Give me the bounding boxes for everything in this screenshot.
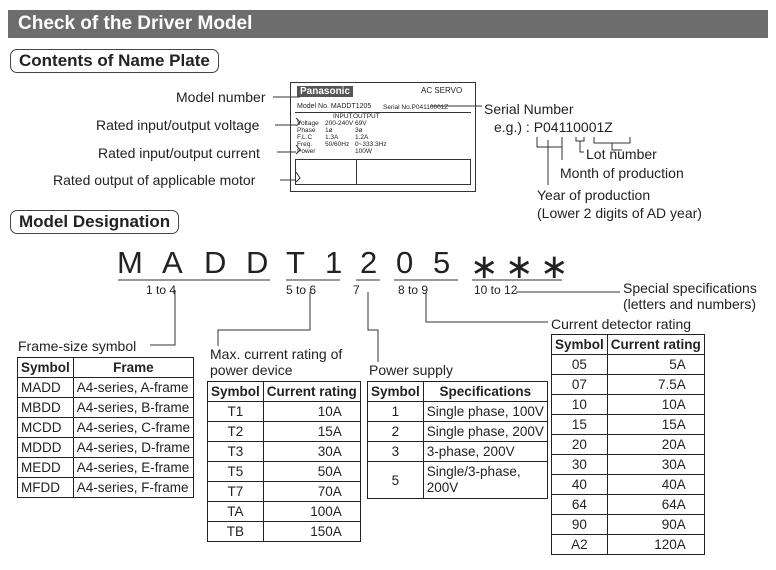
table-row: T5 50A	[208, 462, 361, 482]
plate-col-output: OUTPUT	[353, 113, 380, 120]
table-row: MBDD A4-series, B-frame	[18, 398, 194, 418]
rated-output-label: Rated output of applicable motor	[53, 172, 256, 188]
rated-voltage-label: Rated input/output voltage	[96, 117, 260, 133]
power-col-specs: Specifications	[423, 382, 547, 402]
table-row: 64 64A	[552, 495, 705, 515]
special-label: Special specifications	[623, 280, 757, 296]
table-row: 2 Single phase, 200V	[368, 422, 548, 442]
table-row: MFDD A4-series, F-frame	[18, 478, 194, 498]
letter-1: 1	[325, 245, 343, 280]
model-designation-heading: Model Designation	[10, 210, 179, 234]
letter-a: A	[162, 245, 183, 280]
letter-2: 2	[360, 245, 378, 280]
table-row: 15 15A	[552, 415, 705, 435]
range-8-9: 8 to 9	[398, 283, 429, 297]
table-row: T3 30A	[208, 442, 361, 462]
max-current-title-2: power device	[210, 362, 293, 378]
serial-number-label: Serial Number	[484, 101, 574, 117]
year-note: (Lower 2 digits of AD year)	[537, 205, 702, 221]
serial-example: e.g.) : P04110001Z	[494, 119, 613, 135]
range-7: 7	[353, 283, 360, 297]
table-row: 3 3-phase, 200V	[368, 442, 548, 462]
frame-size-title: Frame-size symbol	[18, 338, 137, 354]
table-row: T2 15A	[208, 422, 361, 442]
plate-type: AC SERVO	[421, 86, 463, 95]
range-5-6: 5 to 6	[286, 283, 317, 297]
current-detector-title: Current detector rating	[551, 316, 692, 332]
plate-serial-line: Serial No.P04110001Z	[383, 104, 449, 111]
table-row: T7 70A	[208, 482, 361, 502]
power-supply-title: Power supply	[369, 362, 454, 378]
table-row: 40 40A	[552, 475, 705, 495]
letter-star2: ∗	[505, 248, 534, 286]
table-row: MCDD A4-series, C-frame	[18, 418, 194, 438]
table-row: 90 90A	[552, 515, 705, 535]
max-current-table	[207, 381, 361, 542]
name-plate: Panasonic AC SERVO Model No. MADDT1205 Serial No.P04110001Z INPUT OUTPUT Voltage 200-240V 69V Phase 1ø 3ø F.L.C 1.3A 1.2A Freq. 50/60Hz 0~333.3Hz Power 100W	[290, 82, 476, 192]
table-row: TA 100A	[208, 502, 361, 522]
table-row: MEDD A4-series, E-frame	[18, 458, 194, 478]
frame-col-symbol: Symbol	[18, 358, 74, 378]
range-10-12: 10 to 12	[474, 283, 518, 297]
table-row: 07 7.5A	[552, 375, 705, 395]
power-col-symbol: Symbol	[368, 382, 424, 402]
letter-m: M	[117, 245, 143, 280]
special-note: (letters and numbers)	[623, 296, 757, 312]
year-label: Year of production	[537, 187, 651, 203]
brand-logo: Panasonic	[297, 86, 353, 97]
plate-col-input: INPUT	[333, 113, 353, 120]
model-number-label: Model number	[176, 89, 266, 105]
letter-5: 5	[433, 245, 451, 280]
max-current-col-symbol: Symbol	[208, 382, 264, 402]
table-row: T1 10A	[208, 402, 361, 422]
letter-star3: ∗	[540, 248, 569, 286]
table-row: MDDD A4-series, D-frame	[18, 438, 194, 458]
table-row: 20 20A	[552, 435, 705, 455]
table-row: 10 10A	[552, 395, 705, 415]
table-row: TB 150A	[208, 522, 361, 542]
letter-t: T	[286, 245, 305, 280]
frame-table	[17, 357, 194, 498]
table-row: 1 Single phase, 100V	[368, 402, 548, 422]
page-title: Check of the Driver Model	[8, 10, 768, 38]
current-detector-table	[551, 334, 705, 555]
range-1-4: 1 to 4	[146, 283, 177, 297]
name-plate-heading: Contents of Name Plate	[10, 49, 219, 73]
frame-col-frame: Frame	[73, 358, 193, 378]
lot-number-label: Lot number	[586, 146, 657, 162]
table-row: MADD A4-series, A-frame	[18, 378, 194, 398]
detector-col-rating: Current rating	[607, 335, 704, 355]
table-row: A2 120A	[552, 535, 705, 555]
rated-current-label: Rated input/output current	[98, 145, 260, 161]
letter-star1: ∗	[470, 248, 499, 286]
letter-d1: D	[204, 245, 227, 280]
letter-d2: D	[246, 245, 269, 280]
table-row: 5 Single/3-phase, 200V	[368, 462, 548, 499]
max-current-col-rating: Current rating	[263, 382, 360, 402]
table-row: 30 30A	[552, 455, 705, 475]
table-row: 05 5A	[552, 355, 705, 375]
detector-col-symbol: Symbol	[552, 335, 608, 355]
letter-0: 0	[396, 245, 414, 280]
max-current-title-1: Max. current rating of	[210, 346, 343, 362]
month-label: Month of production	[560, 165, 684, 181]
power-supply-table	[367, 381, 548, 499]
plate-model-line: Model No. MADDT1205	[297, 103, 372, 110]
